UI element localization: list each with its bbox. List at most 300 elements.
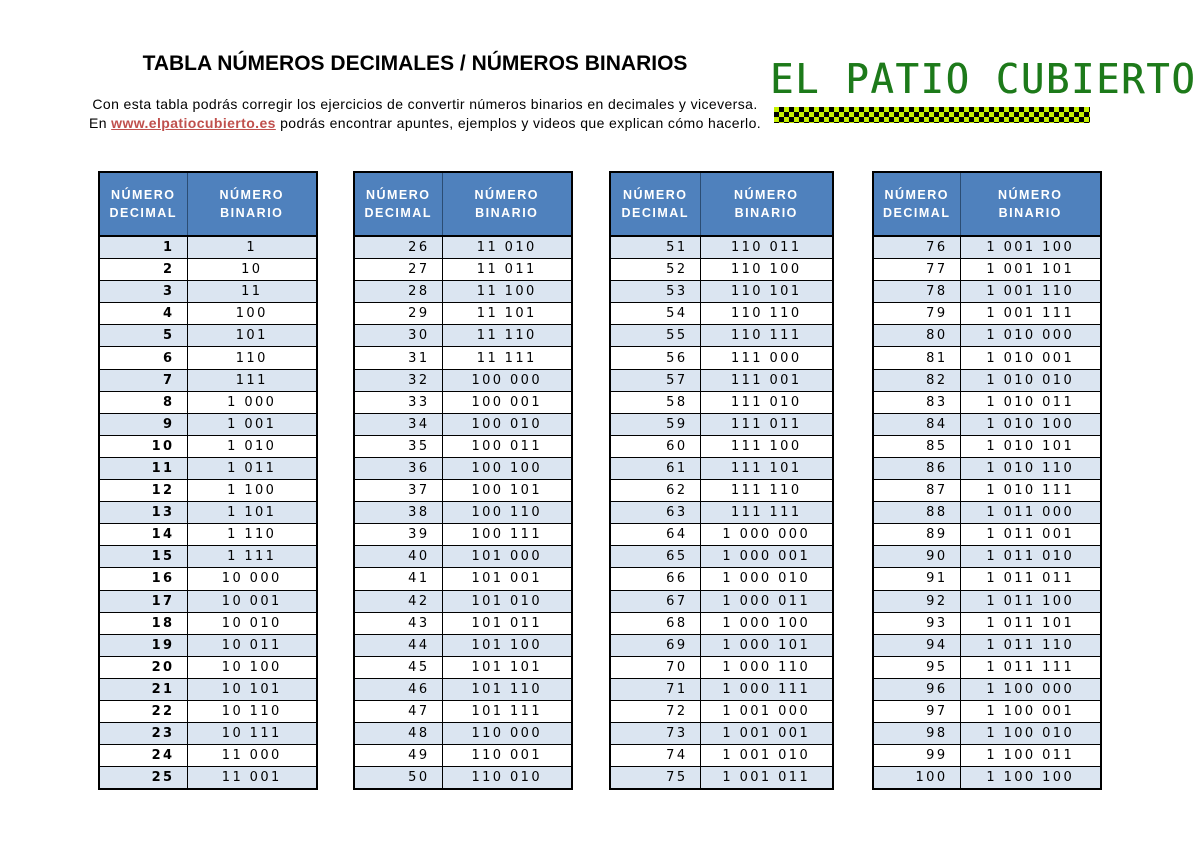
table-row [99, 700, 317, 722]
binary-cell: 1 000 110 [700, 656, 833, 678]
binary-cell: 11 111 [442, 347, 572, 369]
table-row [610, 634, 833, 656]
binary-cell: 101 001 [442, 568, 572, 590]
decimal-cell: 44 [354, 634, 442, 656]
table-row [873, 612, 1101, 634]
table-row [873, 568, 1101, 590]
binary-cell: 111 011 [700, 413, 833, 435]
table-row [354, 391, 572, 413]
binary-cell: 1 011 010 [960, 546, 1101, 568]
header-binary-line: BINARIO [475, 206, 539, 220]
binary-cell: 1 100 010 [960, 723, 1101, 745]
table-row [354, 347, 572, 369]
binary-cell: 100 101 [442, 480, 572, 502]
table-row [610, 457, 833, 479]
binary-cell: 1 111 [187, 546, 317, 568]
decimal-cell: 98 [873, 723, 960, 745]
table-row [99, 612, 317, 634]
table-row [610, 347, 833, 369]
binary-cell: 10 111 [187, 723, 317, 745]
table-row [873, 303, 1101, 325]
binary-cell: 1 010 000 [960, 325, 1101, 347]
decimal-cell: 15 [99, 546, 187, 568]
binary-cell: 111 101 [700, 457, 833, 479]
table-row [354, 435, 572, 457]
table-row [99, 391, 317, 413]
table-row [873, 369, 1101, 391]
table-row [873, 656, 1101, 678]
decimal-cell: 49 [354, 745, 442, 767]
decimal-cell: 92 [873, 590, 960, 612]
binary-cell: 1 010 011 [960, 391, 1101, 413]
binary-cell: 101 110 [442, 678, 572, 700]
decimal-cell: 48 [354, 723, 442, 745]
decimal-cell: 69 [610, 634, 700, 656]
binary-cell: 1 010 001 [960, 347, 1101, 369]
binary-cell: 11 101 [442, 303, 572, 325]
binary-cell: 1 000 011 [700, 590, 833, 612]
binary-cell: 1 000 000 [700, 524, 833, 546]
table-row [873, 413, 1101, 435]
decimal-cell: 20 [99, 656, 187, 678]
table-row [99, 502, 317, 524]
decimal-cell: 32 [354, 369, 442, 391]
binary-cell: 11 011 [442, 259, 572, 281]
binary-cell: 111 100 [700, 435, 833, 457]
decimal-cell: 21 [99, 678, 187, 700]
decimal-cell: 80 [873, 325, 960, 347]
decimal-cell: 68 [610, 612, 700, 634]
decimal-cell: 25 [99, 767, 187, 790]
header-binary [442, 172, 572, 236]
table-row [99, 303, 317, 325]
binary-cell: 11 110 [442, 325, 572, 347]
binary-cell: 1 001 000 [700, 700, 833, 722]
binary-cell: 1 011 110 [960, 634, 1101, 656]
table-row [354, 723, 572, 745]
table-row [873, 524, 1101, 546]
website-link[interactable]: www.elpatiocubierto.es [111, 115, 276, 131]
decimal-cell: 77 [873, 259, 960, 281]
header-binary [187, 172, 317, 236]
table-row [354, 502, 572, 524]
decimal-cell: 55 [610, 325, 700, 347]
binary-cell: 1 010 101 [960, 435, 1101, 457]
decimal-cell: 83 [873, 391, 960, 413]
table-row [99, 590, 317, 612]
binary-cell: 100 011 [442, 435, 572, 457]
table-row [354, 369, 572, 391]
decimal-cell: 66 [610, 568, 700, 590]
table-row [873, 590, 1101, 612]
intro-line-2-suffix: podrás encontrar apuntes, ejemplos y videos que explican cómo hacerlo. [275, 115, 762, 131]
table-row [354, 259, 572, 281]
table-row [610, 767, 833, 790]
header-decimal-line: NÚMERO [884, 188, 950, 202]
table-row [873, 281, 1101, 303]
binary-cell: 1 011 101 [960, 612, 1101, 634]
table-row [610, 391, 833, 413]
binary-cell: 1 100 001 [960, 700, 1101, 722]
table-row [610, 259, 833, 281]
header-decimal-line: DECIMAL [621, 206, 689, 220]
binary-cell: 1 001 011 [700, 767, 833, 790]
header-row [354, 172, 572, 236]
header-decimal-line: NÚMERO [365, 188, 431, 202]
header-decimal [873, 172, 960, 236]
decimal-cell: 67 [610, 590, 700, 612]
header-binary [960, 172, 1101, 236]
header-decimal-line: NÚMERO [110, 188, 176, 202]
table-row [354, 656, 572, 678]
binary-cell: 11 001 [187, 767, 317, 790]
table-row [354, 546, 572, 568]
decimal-cell: 17 [99, 590, 187, 612]
table-row [99, 281, 317, 303]
decimal-cell: 53 [610, 281, 700, 303]
binary-cell: 1 010 010 [960, 369, 1101, 391]
header-decimal [99, 172, 187, 236]
decimal-cell: 74 [610, 745, 700, 767]
table-row [99, 546, 317, 568]
decimal-cell: 29 [354, 303, 442, 325]
decimal-cell: 6 [99, 347, 187, 369]
header-decimal-line: DECIMAL [364, 206, 432, 220]
decimal-cell: 96 [873, 678, 960, 700]
decimal-cell: 10 [99, 435, 187, 457]
decimal-cell: 61 [610, 457, 700, 479]
decimal-cell: 90 [873, 546, 960, 568]
binary-cell: 100 110 [442, 502, 572, 524]
decimal-cell: 7 [99, 369, 187, 391]
el-patio-cubierto-logo [770, 52, 1197, 126]
decimal-cell: 51 [610, 236, 700, 259]
decimal-cell: 28 [354, 281, 442, 303]
table-row [873, 347, 1101, 369]
table-row [99, 236, 317, 259]
decimal-cell: 81 [873, 347, 960, 369]
decimal-cell: 84 [873, 413, 960, 435]
decimal-cell: 26 [354, 236, 442, 259]
binary-cell: 1 011 000 [960, 502, 1101, 524]
binary-cell: 111 110 [700, 480, 833, 502]
decimal-cell: 54 [610, 303, 700, 325]
decimal-cell: 9 [99, 413, 187, 435]
binary-cell: 101 101 [442, 656, 572, 678]
decimal-cell: 52 [610, 259, 700, 281]
decimal-cell: 39 [354, 524, 442, 546]
decimal-cell: 99 [873, 745, 960, 767]
table-row [873, 391, 1101, 413]
decimal-cell: 35 [354, 435, 442, 457]
table-row [873, 435, 1101, 457]
decimal-cell: 24 [99, 745, 187, 767]
binary-cell: 111 111 [700, 502, 833, 524]
decimal-cell: 75 [610, 767, 700, 790]
table-row [873, 457, 1101, 479]
binary-cell: 1 010 110 [960, 457, 1101, 479]
table-row [610, 590, 833, 612]
intro-text [60, 95, 790, 133]
decimal-cell: 58 [610, 391, 700, 413]
binary-cell: 1 [187, 236, 317, 259]
table-row [873, 723, 1101, 745]
decimal-cell: 12 [99, 480, 187, 502]
binary-cell: 110 111 [700, 325, 833, 347]
binary-cell: 100 010 [442, 413, 572, 435]
decimal-cell: 86 [873, 457, 960, 479]
decimal-cell: 94 [873, 634, 960, 656]
binary-cell: 1 001 100 [960, 236, 1101, 259]
binary-cell: 110 000 [442, 723, 572, 745]
decimal-cell: 46 [354, 678, 442, 700]
binary-cell: 111 000 [700, 347, 833, 369]
binary-cell: 110 010 [442, 767, 572, 790]
binary-cell: 10 010 [187, 612, 317, 634]
table-row [99, 723, 317, 745]
decimal-cell: 3 [99, 281, 187, 303]
table-row [610, 700, 833, 722]
table-row [354, 236, 572, 259]
table-row [354, 678, 572, 700]
binary-cell: 101 000 [442, 546, 572, 568]
table-row [873, 325, 1101, 347]
decimal-cell: 36 [354, 457, 442, 479]
decimal-cell: 33 [354, 391, 442, 413]
table-row [99, 767, 317, 790]
decimal-cell: 8 [99, 391, 187, 413]
decimal-cell: 31 [354, 347, 442, 369]
decimal-cell: 59 [610, 413, 700, 435]
table-row [354, 568, 572, 590]
table-row [354, 590, 572, 612]
table-row [610, 546, 833, 568]
binary-cell: 1 001 101 [960, 259, 1101, 281]
binary-cell: 1 100 011 [960, 745, 1101, 767]
binary-cell: 1 000 [187, 391, 317, 413]
decimal-cell: 97 [873, 700, 960, 722]
binary-cell: 100 001 [442, 391, 572, 413]
binary-cell: 110 100 [700, 259, 833, 281]
binary-cell: 1 000 111 [700, 678, 833, 700]
decimal-cell: 42 [354, 590, 442, 612]
decimal-cell: 37 [354, 480, 442, 502]
header-binary-line: BINARIO [998, 206, 1062, 220]
binary-cell: 101 011 [442, 612, 572, 634]
decimal-cell: 13 [99, 502, 187, 524]
binary-cell: 110 [187, 347, 317, 369]
decimal-cell: 34 [354, 413, 442, 435]
table-row [354, 612, 572, 634]
table-row [99, 259, 317, 281]
decimal-cell: 76 [873, 236, 960, 259]
table-row [873, 259, 1101, 281]
binary-cell: 1 010 [187, 435, 317, 457]
binary-cell: 101 [187, 325, 317, 347]
table-row [99, 413, 317, 435]
binary-cell: 1 011 111 [960, 656, 1101, 678]
table-row [354, 700, 572, 722]
binary-table-4 [872, 171, 1102, 790]
table-row [873, 700, 1101, 722]
table-row [99, 656, 317, 678]
binary-cell: 100 111 [442, 524, 572, 546]
decimal-cell: 40 [354, 546, 442, 568]
decimal-cell: 79 [873, 303, 960, 325]
table-row [99, 745, 317, 767]
binary-cell: 100 000 [442, 369, 572, 391]
decimal-cell: 93 [873, 612, 960, 634]
binary-cell: 1 110 [187, 524, 317, 546]
decimal-cell: 43 [354, 612, 442, 634]
decimal-cell: 60 [610, 435, 700, 457]
table-row [610, 502, 833, 524]
table-row [610, 369, 833, 391]
binary-table-2 [353, 171, 573, 790]
binary-cell: 111 001 [700, 369, 833, 391]
table-row [610, 236, 833, 259]
binary-table-3 [609, 171, 834, 790]
binary-cell: 1 000 010 [700, 568, 833, 590]
intro-line-2 [60, 114, 790, 133]
decimal-cell: 85 [873, 435, 960, 457]
binary-cell: 1 000 001 [700, 546, 833, 568]
decimal-cell: 63 [610, 502, 700, 524]
binary-cell: 110 001 [442, 745, 572, 767]
intro-line-1: Con esta tabla podrás corregir los ejercicios de convertir números binarios en decimales y viceversa. [92, 96, 758, 112]
table-row [99, 524, 317, 546]
binary-cell: 10 101 [187, 678, 317, 700]
table-row [99, 457, 317, 479]
table-row [354, 634, 572, 656]
decimal-cell: 65 [610, 546, 700, 568]
binary-cell: 1 101 [187, 502, 317, 524]
table-row [610, 435, 833, 457]
decimal-cell: 50 [354, 767, 442, 790]
binary-cell: 10 001 [187, 590, 317, 612]
table-row [873, 502, 1101, 524]
table-row [610, 413, 833, 435]
binary-cell: 1 010 100 [960, 413, 1101, 435]
table-row [873, 767, 1101, 790]
decimal-cell: 23 [99, 723, 187, 745]
decimal-cell: 19 [99, 634, 187, 656]
logo-text: EL PATIO CUBIERTO [770, 55, 1197, 103]
header-decimal-line: DECIMAL [109, 206, 177, 220]
table-row [610, 745, 833, 767]
header-row [873, 172, 1101, 236]
binary-cell: 1 011 [187, 457, 317, 479]
binary-cell: 11 000 [187, 745, 317, 767]
table-row [354, 303, 572, 325]
binary-cell: 1 001 001 [700, 723, 833, 745]
decimal-cell: 11 [99, 457, 187, 479]
binary-cell: 11 100 [442, 281, 572, 303]
table-row [99, 325, 317, 347]
table-row [873, 236, 1101, 259]
binary-cell: 10 [187, 259, 317, 281]
table-row [873, 678, 1101, 700]
table-row [99, 480, 317, 502]
header-row [99, 172, 317, 236]
table-row [99, 568, 317, 590]
decimal-cell: 78 [873, 281, 960, 303]
binary-cell: 111 010 [700, 391, 833, 413]
table-row [99, 678, 317, 700]
binary-cell: 1 010 111 [960, 480, 1101, 502]
header-binary-line: NÚMERO [733, 188, 799, 202]
decimal-cell: 100 [873, 767, 960, 790]
table-row [610, 612, 833, 634]
decimal-cell: 2 [99, 259, 187, 281]
binary-cell: 1 011 100 [960, 590, 1101, 612]
decimal-cell: 45 [354, 656, 442, 678]
decimal-cell: 18 [99, 612, 187, 634]
header-binary-line: NÚMERO [997, 188, 1063, 202]
decimal-cell: 64 [610, 524, 700, 546]
binary-cell: 10 110 [187, 700, 317, 722]
table-row [99, 435, 317, 457]
decimal-cell: 22 [99, 700, 187, 722]
table-row [610, 723, 833, 745]
header-row [610, 172, 833, 236]
table-row [610, 568, 833, 590]
table-row [354, 524, 572, 546]
binary-cell: 1 011 001 [960, 524, 1101, 546]
binary-cell: 110 011 [700, 236, 833, 259]
table-row [610, 325, 833, 347]
decimal-cell: 5 [99, 325, 187, 347]
decimal-cell: 82 [873, 369, 960, 391]
binary-cell: 1 001 [187, 413, 317, 435]
binary-cell: 11 [187, 281, 317, 303]
binary-cell: 10 011 [187, 634, 317, 656]
binary-cell: 101 111 [442, 700, 572, 722]
decimal-cell: 4 [99, 303, 187, 325]
decimal-cell: 30 [354, 325, 442, 347]
header-binary [700, 172, 833, 236]
binary-cell: 110 110 [700, 303, 833, 325]
decimal-cell: 89 [873, 524, 960, 546]
decimal-cell: 56 [610, 347, 700, 369]
table-row [354, 767, 572, 790]
table-row [610, 524, 833, 546]
binary-cell: 101 100 [442, 634, 572, 656]
table-row [610, 480, 833, 502]
binary-cell: 1 001 111 [960, 303, 1101, 325]
decimal-cell: 95 [873, 656, 960, 678]
binary-cell: 11 010 [442, 236, 572, 259]
decimal-cell: 71 [610, 678, 700, 700]
table-row [354, 413, 572, 435]
table-row [873, 546, 1101, 568]
decimal-cell: 14 [99, 524, 187, 546]
header-binary-line: NÚMERO [219, 188, 285, 202]
decimal-cell: 91 [873, 568, 960, 590]
header-binary-line: NÚMERO [474, 188, 540, 202]
table-row [873, 745, 1101, 767]
binary-cell: 110 101 [700, 281, 833, 303]
decimal-cell: 38 [354, 502, 442, 524]
header-decimal-line: DECIMAL [883, 206, 951, 220]
binary-cell: 100 [187, 303, 317, 325]
decimal-cell: 57 [610, 369, 700, 391]
header-binary-line: BINARIO [734, 206, 798, 220]
decimal-cell: 72 [610, 700, 700, 722]
table-row [610, 656, 833, 678]
decimal-cell: 87 [873, 480, 960, 502]
binary-cell: 111 [187, 369, 317, 391]
